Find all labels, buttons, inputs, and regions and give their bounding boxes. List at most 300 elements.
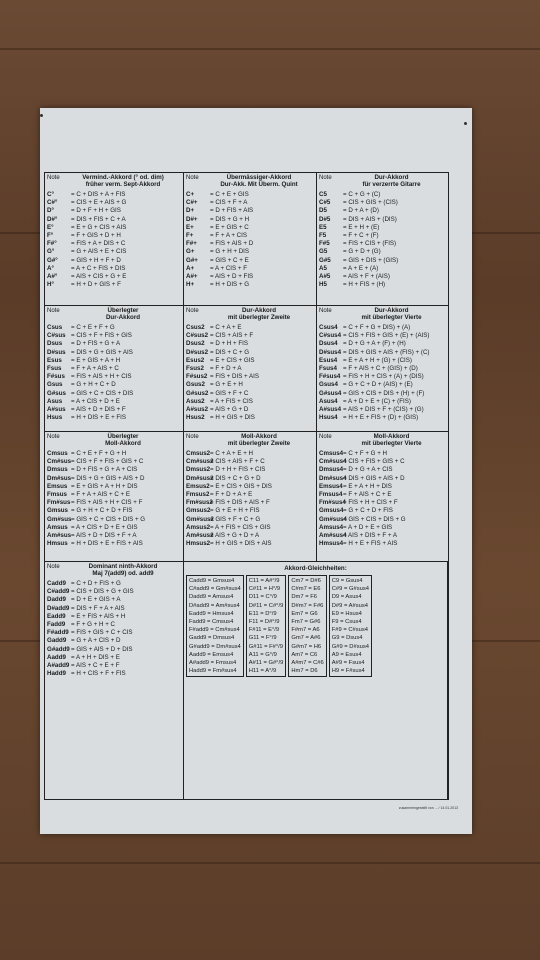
section-title-line: früher verm. Sept-Akkord — [85, 181, 161, 189]
chord-row — [319, 199, 446, 207]
chord-name: H+ — [186, 281, 195, 289]
section-msus2 — [184, 432, 317, 562]
chord-notes: = D + F + H + GIS — [71, 207, 121, 215]
note-label: Note — [186, 434, 199, 440]
chord-name: A#° — [47, 273, 58, 281]
chord-notes: = F + AIS + C + (GIS) + (D) — [343, 365, 418, 373]
chord-notes: = H + DIS + E + FIS + AIS — [71, 540, 143, 548]
chord-notes: = A + D + E + (C) + (FIS) — [343, 397, 411, 405]
chord-row — [186, 491, 314, 499]
equivalence-entry: F#add9 = Cm#sus4 — [189, 627, 240, 634]
equivalence-entry: A#m7 = C#6 — [291, 660, 324, 667]
note-label: Note — [319, 175, 332, 181]
section-title — [65, 307, 181, 322]
chord-chart-paper — [40, 108, 472, 834]
chord-name: C#5 — [319, 199, 331, 207]
chord-row — [47, 654, 181, 662]
equivalence-entry: C#m7 = E6 — [291, 586, 321, 593]
chord-name: Hmsus2 — [186, 540, 211, 548]
chord-row — [47, 390, 181, 398]
chord-notes: = CIS + GIS + (CIS) — [343, 199, 398, 207]
chord-name: A#sus2 — [186, 406, 209, 414]
equivalence-entry: F9 = Csus4 — [331, 619, 362, 626]
chord-notes: = A + H + DIS + E — [71, 653, 120, 661]
chord-name: A#5 — [319, 273, 331, 281]
chord-notes: = F + D + A + E — [210, 491, 253, 499]
chord-row — [186, 406, 314, 414]
chord-row — [47, 596, 181, 604]
chord-row — [47, 580, 181, 588]
chord-name: F#° — [47, 240, 57, 248]
section-title-line: mit überlegter Zweite — [227, 314, 291, 322]
chord-row — [186, 450, 314, 458]
equivalence-entry: G#9 = D#sus4 — [331, 643, 369, 650]
chord-notes: = CIS + F + A — [210, 199, 248, 207]
chord-notes: = FIS + GIS + C + CIS — [71, 629, 133, 637]
chord-name: C#add9 — [47, 588, 70, 596]
chord-name: C#sus4 — [319, 332, 342, 340]
chord-name: G#sus — [47, 389, 66, 397]
chord-notes: = AIS + DIS + F + (CIS) + (G) — [343, 406, 424, 414]
chord-row — [186, 507, 314, 515]
chord-name: Gmsus4 — [319, 507, 344, 515]
chord-notes: = FIS + DIS + AIS + F — [210, 499, 270, 507]
chord-row — [319, 532, 446, 540]
chord-name: Esus4 — [319, 356, 338, 364]
equivalence-entry: A#9 = Fsus4 — [331, 660, 365, 667]
section-title-line: Moll-Akkord — [373, 433, 410, 440]
chord-notes: = DIS + GIS + AIS + (FIS) + (C) — [343, 348, 430, 356]
section-title-line: Dur-Akkord — [105, 314, 141, 322]
chord-row — [319, 483, 446, 491]
chord-name: G#sus4 — [319, 389, 342, 397]
chord-notes: = AIS + G + D + A — [210, 532, 260, 540]
chord-notes: = G + H + C + D — [71, 381, 116, 389]
chord-notes: = DIS + FIS + C + A — [71, 215, 126, 223]
chord-row — [47, 621, 181, 629]
chord-row — [319, 475, 446, 483]
chord-row — [186, 524, 314, 532]
section-equivalences — [184, 562, 448, 799]
chord-notes: = DIS + C + G — [210, 348, 250, 356]
chord-notes: = CIS + E + AIS + G — [71, 199, 127, 207]
chord-notes: = G + AIS + E + CIS — [71, 248, 127, 256]
chord-notes: = G + H + DIS — [210, 248, 250, 256]
chord-name: E° — [47, 223, 54, 231]
chord-notes: = F + AIS + C + E — [343, 491, 392, 499]
note-label: Note — [319, 308, 332, 314]
chord-name: F#sus2 — [186, 373, 208, 381]
chord-row — [186, 532, 314, 540]
equivalence-entry: G#11 = F#°/9 — [248, 643, 284, 650]
chord-row — [319, 414, 446, 422]
chord-row — [186, 224, 314, 232]
chord-row — [319, 324, 446, 332]
section-title — [204, 433, 314, 448]
chord-name: Cmsus4 — [319, 450, 344, 457]
section-title-line: Moll-Akkord — [241, 433, 277, 440]
chord-row — [186, 207, 314, 215]
chord-row — [319, 216, 446, 224]
chord-notes: = C + E + GIS — [210, 191, 249, 198]
chord-row — [186, 540, 314, 548]
equivalence-entry: A9 = Esus4 — [331, 651, 362, 658]
chord-name: Amsus — [47, 523, 68, 531]
chord-row — [47, 373, 181, 381]
chord-row — [47, 349, 181, 357]
chord-notes: = DIS + C + G + D — [210, 474, 261, 482]
chord-name: F#sus4 — [319, 373, 341, 381]
chord-notes: = G + C + D + FIS — [343, 507, 393, 515]
section-title — [337, 307, 446, 322]
chord-notes: = A + CIS + F — [210, 264, 247, 272]
equivalences-title: Akkord-Gleichheiten: — [284, 565, 347, 572]
chord-row — [186, 499, 314, 507]
chord-row — [47, 398, 181, 406]
chord-notes: = C + DIS + A + FIS — [71, 191, 126, 198]
chord-name: Dm#sus4 — [319, 474, 347, 482]
chord-notes: = D + E + GIS + A — [71, 596, 121, 604]
chord-notes: = H + D + GIS + F — [71, 281, 121, 289]
chord-name: Gmsus2 — [186, 507, 211, 515]
chord-row — [186, 357, 314, 365]
equivalence-entry: F#9 = C#sus4 — [331, 627, 368, 634]
chord-name: Csus4 — [319, 324, 338, 331]
equivalence-entry: Cm7 = D#6 — [291, 578, 321, 584]
chord-row — [47, 199, 181, 207]
chord-notes: = H + FIS + (H) — [343, 281, 386, 289]
equivalences-column — [246, 575, 287, 677]
section-title-line: Moll-Akkord — [105, 440, 141, 448]
chord-row — [47, 357, 181, 365]
chord-row — [319, 224, 446, 232]
chord-notes: = D + H + FIS + CIS — [210, 466, 266, 474]
equivalence-entry: Eadd9 = Hmsus4 — [189, 610, 234, 617]
chord-row — [47, 340, 181, 348]
chord-notes: = D + H + FIS — [210, 340, 248, 348]
chord-notes: = F + A + AIS + C + E — [71, 491, 130, 499]
chord-name: Gm#sus — [47, 515, 72, 523]
equivalence-entry: G11 = F°/9 — [248, 635, 277, 642]
chord-row — [47, 406, 181, 414]
chord-notes: = GIS + C + E — [210, 256, 249, 264]
chord-row — [186, 248, 314, 256]
chord-name: Csus2 — [186, 324, 205, 331]
equivalence-entry: Am7 = C6 — [291, 651, 318, 658]
chord-name: Esus — [47, 356, 62, 364]
chord-name: Cm#sus4 — [319, 458, 347, 466]
section-title-line: Überlegter — [107, 433, 139, 440]
chord-name: F+ — [186, 232, 194, 240]
chord-name: Esus2 — [186, 356, 205, 364]
chord-notes: = F + C + (F) — [343, 232, 379, 240]
equivalence-entry: Fm7 = G#6 — [291, 619, 321, 626]
chord-name: F° — [47, 232, 54, 240]
chord-name: Hmsus — [47, 540, 68, 548]
chord-row — [47, 637, 181, 645]
chord-notes: = DIS + GIS + AIS + D — [343, 474, 405, 482]
chord-row — [47, 216, 181, 224]
chord-notes: = G + D + (G) — [343, 248, 381, 256]
chord-name: D#° — [47, 215, 58, 223]
chord-row — [319, 466, 446, 474]
chord-name: F#add9 — [47, 629, 69, 637]
chord-name: Asus4 — [319, 397, 338, 405]
chord-notes: = AIS + C + E + F — [71, 662, 120, 670]
chord-row — [319, 540, 446, 548]
section-title — [337, 433, 446, 448]
chord-notes: = H + CIS + F + FIS — [71, 670, 126, 678]
chord-notes: = GIS + CIS + DIS + G — [343, 515, 406, 523]
chord-notes: = A + FIS + CIS + GIS — [210, 523, 271, 531]
chord-name: Hmsus4 — [319, 540, 344, 548]
chord-row — [319, 248, 446, 256]
chord-notes: = H + DIS + G — [210, 281, 250, 289]
chord-name: Gsus4 — [319, 381, 338, 389]
chord-notes: = AIS + D + FIS — [210, 273, 254, 281]
chord-name: A#sus — [47, 406, 66, 414]
chord-name: D#+ — [186, 215, 198, 223]
chord-row — [47, 332, 181, 340]
chord-notes: = CIS + F + FIS + GIS + C — [71, 458, 144, 466]
equivalences-column — [329, 575, 372, 677]
chord-row — [319, 491, 446, 499]
chord-notes: = DIS + AIS + (DIS) — [343, 215, 397, 223]
chord-notes: = AIS + G + D — [210, 406, 249, 414]
equivalence-entry: D#11 = C#°/9 — [248, 602, 284, 609]
chord-row — [319, 499, 446, 507]
chord-notes: = E + A + H + DIS — [343, 482, 392, 490]
equivalence-entry: G#add9 = Dm#sus4 — [189, 643, 241, 650]
chord-notes: = A + CIS + D + E + GIS — [71, 523, 138, 531]
chord-row — [47, 670, 181, 678]
chord-name: G° — [47, 248, 55, 256]
chord-row — [186, 332, 314, 340]
chord-row — [186, 257, 314, 265]
section-title — [65, 174, 181, 189]
chord-notes: = CIS + F + FIS + GIS — [71, 332, 132, 340]
section-title-line: Maj 7(add9) od. add9 — [92, 570, 154, 578]
chord-name: Gmsus — [47, 507, 68, 515]
chord-notes: = C + E + F + G — [71, 324, 115, 331]
section-title-line: mit überlegter Vierte — [361, 440, 422, 448]
chord-name: Dmsus — [47, 466, 68, 474]
chord-name: Fadd9 — [47, 621, 66, 629]
chord-notes: = D + FIS + AIS — [210, 207, 254, 215]
section-ueber — [184, 173, 317, 306]
chord-row — [47, 475, 181, 483]
chord-name: H5 — [319, 281, 327, 289]
chord-notes: = C + D + FIS + G — [71, 580, 121, 587]
chord-row — [319, 357, 446, 365]
note-label: Note — [186, 308, 199, 314]
chord-notes: = E + GIS + A + H — [71, 356, 121, 364]
chord-name: D#sus4 — [319, 348, 342, 356]
chord-row — [47, 257, 181, 265]
chord-row — [319, 281, 446, 289]
chord-notes: = A + FIS + CIS — [210, 397, 253, 405]
chord-name: C° — [47, 191, 54, 198]
chord-notes: = FIS + DIS + AIS — [210, 373, 260, 381]
chord-row — [47, 524, 181, 532]
equivalence-entry: Dm7 = F6 — [291, 594, 317, 601]
chord-notes: = F + G + H + C — [71, 621, 116, 629]
section-title-line: Dur-Akkord — [374, 307, 409, 314]
note-label: Note — [47, 434, 60, 440]
note-label: Note — [47, 308, 60, 314]
chord-row — [186, 199, 314, 207]
chord-name: A+ — [186, 264, 195, 272]
equivalence-entry: Aadd9 = Emsus4 — [189, 651, 234, 658]
chord-name: G#5 — [319, 256, 331, 264]
equivalences-column — [288, 575, 326, 677]
chord-row — [319, 257, 446, 265]
chord-notes: = CIS + FIS + GIS + (E) + (AIS) — [343, 332, 430, 340]
chord-notes: = CIS + AIS + F — [210, 332, 254, 340]
chord-row — [47, 191, 181, 199]
chord-row — [319, 240, 446, 248]
equivalence-entry: H9 = F#sus4 — [331, 668, 365, 675]
chord-name: A#sus4 — [319, 406, 342, 414]
chord-name: F5 — [319, 232, 327, 240]
chord-name: A° — [47, 264, 54, 272]
equivalence-entry: C#9 = G#sus4 — [331, 586, 369, 593]
section-title — [204, 174, 314, 189]
chord-notes: = GIS + C + CIS + DIS + G — [71, 515, 146, 523]
chord-row — [319, 398, 446, 406]
chord-notes: = FIS + H + CIS + (A) + (DIS) — [343, 373, 424, 381]
chord-row — [186, 191, 314, 199]
chord-notes: = E + CIS + GIS + DIS — [210, 482, 272, 490]
chord-notes: = C + F + G + H — [343, 450, 388, 457]
chord-row — [186, 398, 314, 406]
chord-notes: = GIS + F + C — [210, 389, 249, 397]
equivalence-entry: F#11 = E°/9 — [248, 627, 280, 634]
section-add9 — [45, 562, 184, 799]
chord-name: Fm#sus2 — [186, 499, 213, 507]
chord-row — [186, 475, 314, 483]
chord-name: Fsus4 — [319, 365, 337, 373]
equivalence-entry: G#m7 = H6 — [291, 643, 322, 650]
chord-row — [47, 662, 181, 670]
chord-notes: = H + E + FIS + (D) + (GIS) — [343, 414, 419, 422]
chord-notes: = GIS + H + F + D — [71, 256, 121, 264]
chord-row — [186, 240, 314, 248]
chord-row — [47, 224, 181, 232]
chord-notes: = AIS + F + (AIS) — [343, 273, 390, 281]
chord-row — [47, 450, 181, 458]
chord-name: A#+ — [186, 273, 198, 281]
chord-name: Fm#sus — [47, 499, 71, 507]
chord-name: Csus — [47, 324, 63, 331]
chord-row — [186, 281, 314, 289]
section-title-line: Dur-Akk. Mit Überm. Quint — [220, 181, 298, 189]
chord-row — [47, 532, 181, 540]
equivalence-entry: G9 = Dsus4 — [331, 635, 363, 642]
chord-row — [186, 458, 314, 466]
chord-name: A5 — [319, 264, 327, 272]
chord-name: D+ — [186, 207, 195, 215]
chord-table — [44, 172, 449, 800]
section-title-line: mit überlegter Vierte — [361, 314, 422, 322]
chord-row — [47, 232, 181, 240]
chord-name: Am#sus2 — [186, 532, 214, 540]
chord-name: Gm#sus2 — [186, 515, 214, 523]
equivalence-entry: D11 = C°/9 — [248, 594, 277, 601]
chord-name: Fmsus — [47, 491, 67, 499]
chord-notes: = DIS + G + GIS + AIS + D — [71, 474, 145, 482]
chord-name: Eadd9 — [47, 612, 66, 620]
chord-notes: = H + DIS + E + FIS — [71, 414, 127, 422]
chord-row — [186, 273, 314, 281]
chord-notes: = FIS + AIS + H + CIS + F — [71, 499, 143, 507]
chord-notes: = FIS + CIS + (FIS) — [343, 240, 397, 248]
chord-name: Gsus2 — [186, 381, 205, 389]
chord-row — [47, 281, 181, 289]
chord-name: E+ — [186, 223, 194, 231]
chord-name: Hsus4 — [319, 414, 338, 422]
note-label: Note — [47, 564, 60, 570]
chord-notes: = A + C + FIS + DIS — [71, 264, 126, 272]
chord-row — [47, 207, 181, 215]
chord-notes: = F + D + A — [210, 365, 242, 373]
chord-name: H° — [47, 281, 54, 289]
chord-name: D#add9 — [47, 604, 70, 612]
equivalence-entry: D#m7 = F#6 — [291, 602, 324, 609]
chord-name: Amsus4 — [319, 523, 344, 531]
chord-name: Dm#sus2 — [186, 474, 214, 482]
section-msus — [45, 432, 184, 562]
chord-row — [47, 240, 181, 248]
equivalence-entry: A#11 = G#°/9 — [248, 660, 284, 667]
chord-notes: = A + CIS + D + E — [71, 397, 120, 405]
section-title — [337, 174, 446, 189]
chord-row — [319, 207, 446, 215]
chord-name: Cm#sus — [47, 458, 72, 466]
chord-row — [186, 365, 314, 373]
chord-row — [186, 373, 314, 381]
chord-row — [319, 390, 446, 398]
section-title — [204, 307, 314, 322]
chord-notes: = DIS + G + H — [210, 215, 250, 223]
chord-row — [319, 450, 446, 458]
chord-row — [186, 414, 314, 422]
section-title-line: Überlegter — [107, 307, 139, 314]
equivalences-table — [186, 575, 445, 677]
chord-name: F#+ — [186, 240, 197, 248]
equivalence-entry: Dadd9 = Amsus4 — [189, 594, 234, 601]
chord-name: Dsus2 — [186, 340, 205, 348]
chord-name: Fsus — [47, 365, 62, 373]
chord-notes: = AIS + DIS + F + A — [343, 532, 397, 540]
chord-name: D° — [47, 207, 54, 215]
chord-row — [319, 340, 446, 348]
chord-row — [186, 340, 314, 348]
chord-name: F#5 — [319, 240, 330, 248]
chord-name: Am#sus — [47, 532, 72, 540]
chord-name: Cm#sus2 — [186, 458, 214, 466]
chord-name: Emsus — [47, 482, 68, 490]
chord-name: Dsus4 — [319, 340, 338, 348]
chord-name: Gsus — [47, 381, 63, 389]
chord-notes: = G + E + H — [210, 381, 243, 389]
chord-row — [319, 273, 446, 281]
chord-notes: = AIS + D + DIS + F + A — [71, 532, 137, 540]
equivalence-entry: F11 = D#°/9 — [248, 619, 280, 626]
chord-notes: = GIS + DIS + (GIS) — [343, 256, 399, 264]
chord-notes: = E + H + (E) — [343, 223, 380, 231]
chord-name: Fsus2 — [186, 365, 204, 373]
